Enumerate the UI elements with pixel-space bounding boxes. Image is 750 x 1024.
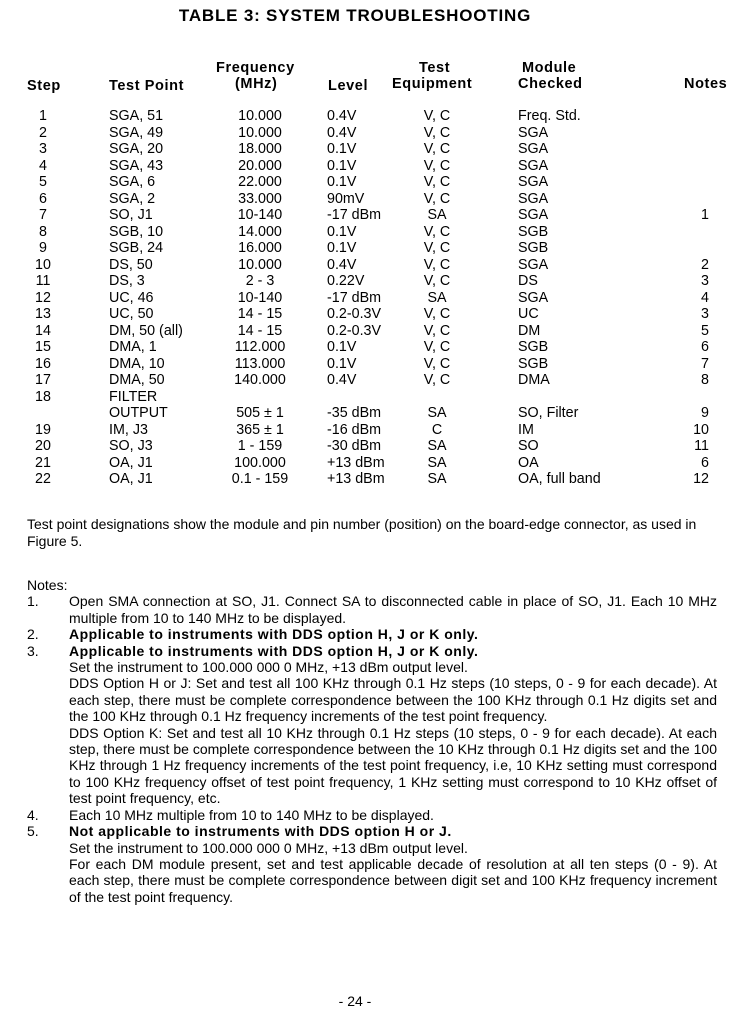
module-cell: SGB — [518, 339, 549, 355]
frequency-cell: 33.000 — [238, 190, 282, 207]
step-cell: 13 — [35, 306, 51, 322]
equipment-cell: SA — [427, 289, 447, 306]
note-emphasis: Not applicable to instruments with DDS option H or J. — [69, 823, 452, 840]
page-number: - 24 - — [338, 993, 372, 1009]
note-item — [27, 643, 717, 807]
note-ref-cell: 3 — [701, 306, 709, 322]
note-ref-cell: 12 — [693, 471, 709, 487]
note-emphasis: Applicable to instruments with DDS option H, J or K only. — [69, 626, 479, 643]
step-cell: 16 — [35, 355, 51, 372]
note-ref-cell: 3 — [701, 273, 709, 289]
note-ref-cell: 6 — [701, 454, 709, 471]
step-cell: 20 — [35, 438, 51, 454]
module-cell: UC — [518, 306, 539, 322]
note-emphasis: Applicable to instruments with DDS option H, J or K only. — [69, 642, 479, 659]
table-row — [0, 207, 750, 224]
step-cell: 6 — [39, 190, 47, 207]
notes-list — [27, 593, 717, 905]
module-cell: SGA — [518, 124, 549, 141]
module-cell: SGA — [518, 190, 549, 207]
module-cell: SGA — [518, 207, 549, 223]
level-cell: 0.1V — [327, 339, 357, 355]
test-point-cell: DMA, 1 — [109, 339, 157, 355]
level-cell: +13 dBm — [327, 471, 385, 487]
step-cell: 5 — [39, 174, 47, 190]
table-row — [0, 405, 750, 422]
equipment-cell: SA — [427, 405, 447, 421]
step-cell: 2 — [39, 124, 47, 141]
note-ref-cell: 7 — [701, 355, 709, 372]
step-cell: 21 — [35, 454, 51, 471]
test-point-cell: IM, J3 — [109, 421, 148, 438]
note-item — [27, 593, 717, 626]
equipment-cell: V, C — [423, 273, 451, 289]
note-ref-cell: 8 — [701, 372, 709, 388]
note-ref-cell: 2 — [701, 256, 709, 273]
equipment-cell: V, C — [423, 223, 451, 240]
frequency-cell: 10.000 — [238, 124, 282, 141]
step-cell: 17 — [35, 372, 51, 388]
level-cell: 0.1V — [327, 223, 357, 240]
frequency-cell: 20.000 — [238, 157, 282, 174]
frequency-cell: 10-140 — [237, 289, 283, 306]
step-cell: 9 — [39, 240, 47, 256]
header-notes: Notes — [684, 76, 728, 92]
table-row — [0, 356, 750, 373]
frequency-cell: 14 - 15 — [237, 306, 283, 322]
level-cell: 0.1V — [327, 157, 357, 174]
module-cell: SO — [518, 438, 539, 454]
test-point-cell: SGA, 51 — [109, 108, 164, 124]
note-item — [27, 626, 717, 642]
note-ref-cell: 10 — [693, 421, 709, 438]
table-row — [0, 455, 750, 472]
level-cell: -17 dBm — [327, 289, 382, 306]
module-cell: OA, full band — [518, 471, 601, 487]
step-cell: 3 — [39, 141, 47, 157]
equipment-cell: V, C — [423, 174, 451, 190]
note-ref-cell: 4 — [701, 289, 709, 306]
frequency-cell: 505 ± 1 — [236, 405, 284, 421]
test-point-cell: SGA, 49 — [109, 124, 164, 141]
frequency-cell: 10.000 — [238, 108, 282, 124]
equipment-cell: V, C — [423, 157, 451, 174]
table-row — [0, 224, 750, 241]
module-cell: SGA — [518, 174, 549, 190]
frequency-cell: 22.000 — [238, 174, 282, 190]
note-ref-cell: 1 — [701, 207, 709, 223]
test-point-cell: DMA, 10 — [109, 355, 165, 372]
frequency-cell: 100.000 — [234, 454, 286, 471]
equipment-cell: V, C — [423, 256, 451, 273]
test-point-cell: SO, J1 — [109, 207, 153, 223]
level-cell: -35 dBm — [327, 405, 382, 421]
step-cell: 11 — [35, 273, 51, 289]
equipment-cell: V, C — [423, 240, 451, 256]
step-cell: 22 — [35, 471, 51, 487]
level-cell: 0.1V — [327, 141, 357, 157]
level-cell: 0.1V — [327, 174, 357, 190]
header-equipment-line1: Test — [419, 60, 451, 76]
step-cell: 7 — [39, 207, 47, 223]
module-cell: SGA — [518, 289, 549, 306]
equipment-cell: C — [431, 421, 443, 438]
test-point-cell: OA, J1 — [109, 454, 153, 471]
module-cell: DM — [518, 322, 541, 339]
frequency-cell: 113.000 — [234, 355, 286, 372]
module-cell: SGA — [518, 256, 549, 273]
module-cell: SO, Filter — [518, 405, 579, 421]
test-point-cell: SGA, 20 — [109, 141, 164, 157]
notes-heading: Notes: — [27, 577, 68, 593]
table-row — [0, 125, 750, 142]
level-cell: 0.4V — [327, 256, 357, 273]
table-row — [0, 306, 750, 323]
table-row — [0, 191, 750, 208]
header-module-line1: Module — [522, 60, 577, 76]
header-step: Step — [27, 78, 61, 94]
test-point-cell: DS, 50 — [109, 256, 153, 273]
test-point-cell: SO, J3 — [109, 438, 153, 454]
test-point-cell: SGB, 10 — [109, 223, 164, 240]
module-cell: SGB — [518, 240, 549, 256]
table-row — [0, 422, 750, 439]
table-row — [0, 273, 750, 290]
equipment-cell: SA — [427, 207, 447, 223]
level-cell: 0.4V — [327, 124, 357, 141]
header-frequency-line2: (MHz) — [235, 76, 278, 92]
notes-section — [27, 577, 717, 905]
level-cell: 0.2-0.3V — [327, 306, 382, 322]
level-cell: 0.4V — [327, 108, 357, 124]
frequency-cell: 16.000 — [238, 240, 282, 256]
note-number: 2. — [27, 626, 39, 643]
note-text: Set the instrument to 100.000 000 0 MHz, +13 dBm output level. — [69, 839, 468, 856]
module-cell: DMA — [518, 372, 550, 388]
note-ref-cell: 11 — [694, 438, 709, 454]
header-test-point: Test Point — [109, 78, 185, 94]
frequency-cell: 2 - 3 — [245, 273, 275, 289]
level-cell: 90mV — [327, 190, 365, 207]
note-ref-cell: 6 — [701, 339, 709, 355]
equipment-cell: SA — [427, 471, 447, 487]
table-row — [0, 257, 750, 274]
table-row — [0, 108, 750, 125]
note-text: Set the instrument to 100.000 000 0 MHz, +13 dBm output level. — [69, 659, 468, 676]
table-row — [0, 141, 750, 158]
test-point-cell: DS, 3 — [109, 273, 145, 289]
test-point-cell: SGA, 43 — [109, 157, 164, 174]
test-point-cell: UC, 46 — [109, 289, 154, 306]
note-item — [27, 823, 717, 905]
equipment-cell: V, C — [423, 372, 451, 388]
level-cell: 0.1V — [327, 355, 357, 372]
table-row — [0, 174, 750, 191]
note-text: Open SMA connection at SO, J1. Connect SA to disconnected cable in place of SO, J1. Each 10 MHz multiple from 10 to 140 MHz to be displayed. — [69, 593, 717, 626]
equipment-cell: SA — [427, 438, 447, 454]
table-row — [0, 389, 750, 406]
module-cell: SGA — [518, 141, 549, 157]
step-cell: 12 — [35, 289, 51, 306]
table-row — [0, 471, 750, 488]
note-text: For each DM module present, set and test applicable decade of resolution at all ten steps (0 - 9). At each step, there must be complete correspondence between digit set and 100 KHz frequency increment of the test point frequency. — [69, 855, 717, 905]
test-point-cell: DM, 50 (all) — [109, 322, 183, 339]
step-cell: 4 — [39, 157, 47, 174]
note-text: DDS Option H or J: Set and test all 100 KHz through 0.1 Hz steps (10 steps, 0 - 9 for each decade). At each step, there must be complete correspondence between the 100 KHz through 0.1 Hz digits set and the 100 KHz through 0.1 Hz frequency increments of the test point frequency. — [69, 675, 717, 725]
frequency-cell: 140.000 — [234, 372, 286, 388]
level-cell: 0.2-0.3V — [327, 322, 382, 339]
designation-paragraph: Test point designations show the module and pin number (position) on the board-edge connector, as used in Figure 5. — [27, 516, 697, 549]
step-cell: 15 — [35, 339, 51, 355]
test-point-cell: SGB, 24 — [109, 240, 164, 256]
step-cell: 14 — [35, 322, 51, 339]
test-point-cell: DMA, 50 — [109, 372, 165, 388]
module-cell: Freq. Std. — [518, 108, 581, 124]
equipment-cell: SA — [427, 454, 447, 471]
step-cell: 19 — [35, 421, 51, 438]
header-level: Level — [328, 78, 369, 94]
frequency-cell: 18.000 — [238, 141, 282, 157]
table-row — [0, 290, 750, 307]
module-cell: OA — [518, 454, 539, 471]
note-number: 4. — [27, 806, 39, 823]
frequency-cell: 14.000 — [238, 223, 282, 240]
test-point-cell: FILTER — [109, 388, 158, 405]
note-number: 1. — [27, 593, 39, 610]
test-point-cell: SGA, 2 — [109, 190, 156, 207]
table-row — [0, 323, 750, 340]
module-cell: SGB — [518, 355, 549, 372]
table-row — [0, 240, 750, 257]
equipment-cell: V, C — [423, 355, 451, 372]
step-cell: 10 — [35, 256, 51, 273]
frequency-cell: 112.000 — [234, 339, 286, 355]
module-cell: IM — [518, 421, 534, 438]
step-cell: 1 — [39, 108, 47, 124]
note-ref-cell: 9 — [701, 405, 709, 421]
equipment-cell: V, C — [423, 339, 451, 355]
table-row — [0, 158, 750, 175]
step-cell: 18 — [35, 388, 51, 405]
frequency-cell: 10-140 — [237, 207, 283, 223]
equipment-cell: V, C — [423, 108, 451, 124]
header-frequency-line1: Frequency — [216, 60, 295, 76]
frequency-cell: 1 - 159 — [237, 438, 283, 454]
equipment-cell: V, C — [423, 141, 451, 157]
level-cell: -30 dBm — [327, 438, 382, 454]
level-cell: -16 dBm — [327, 421, 382, 438]
module-cell: SGA — [518, 157, 549, 174]
level-cell: 0.1V — [327, 240, 357, 256]
frequency-cell: 10.000 — [238, 256, 282, 273]
test-point-cell: SGA, 6 — [109, 174, 156, 190]
note-item — [27, 807, 717, 823]
header-equipment-line2: Equipment — [392, 76, 473, 92]
level-cell: 0.22V — [327, 273, 365, 289]
header-module-line2: Checked — [518, 76, 583, 92]
test-point-cell: OA, J1 — [109, 471, 153, 487]
frequency-cell: 365 ± 1 — [236, 421, 284, 438]
table-row — [0, 372, 750, 389]
table-row — [0, 339, 750, 356]
frequency-cell: 0.1 - 159 — [231, 471, 289, 487]
module-cell: SGB — [518, 223, 549, 240]
note-ref-cell: 5 — [701, 322, 709, 339]
level-cell: 0.4V — [327, 372, 357, 388]
step-cell: 8 — [39, 223, 47, 240]
test-point-cell: UC, 50 — [109, 306, 154, 322]
note-number: 5. — [27, 823, 39, 840]
level-cell: +13 dBm — [327, 454, 385, 471]
troubleshooting-table — [0, 108, 750, 488]
equipment-cell: V, C — [423, 124, 451, 141]
level-cell: -17 dBm — [327, 207, 382, 223]
note-text: DDS Option K: Set and test all 10 KHz through 0.1 Hz steps (10 steps, 0 - 9 for each decade). At each step, there must be complete correspondence between the 10 KHz through 0.1 Hz digits set and the 100 KHz through 1 Hz frequency increments of the test point frequency, i.e, 10 KHz setting must correspond to 100 KHz frequency offset of test point frequency, 1 KHz setting must correspond to 10 KHz offset of test point frequency, etc. — [69, 724, 717, 807]
table-title: TABLE 3: SYSTEM TROUBLESHOOTING — [178, 6, 532, 25]
equipment-cell: V, C — [423, 306, 451, 322]
module-cell: DS — [518, 273, 538, 289]
table-row — [0, 438, 750, 455]
test-point-cell: OUTPUT — [109, 405, 168, 421]
note-text: Each 10 MHz multiple from 10 to 140 MHz to be displayed. — [69, 806, 434, 823]
frequency-cell: 14 - 15 — [237, 322, 283, 339]
equipment-cell: V, C — [423, 322, 451, 339]
note-number: 3. — [27, 642, 39, 659]
equipment-cell: V, C — [423, 190, 451, 207]
